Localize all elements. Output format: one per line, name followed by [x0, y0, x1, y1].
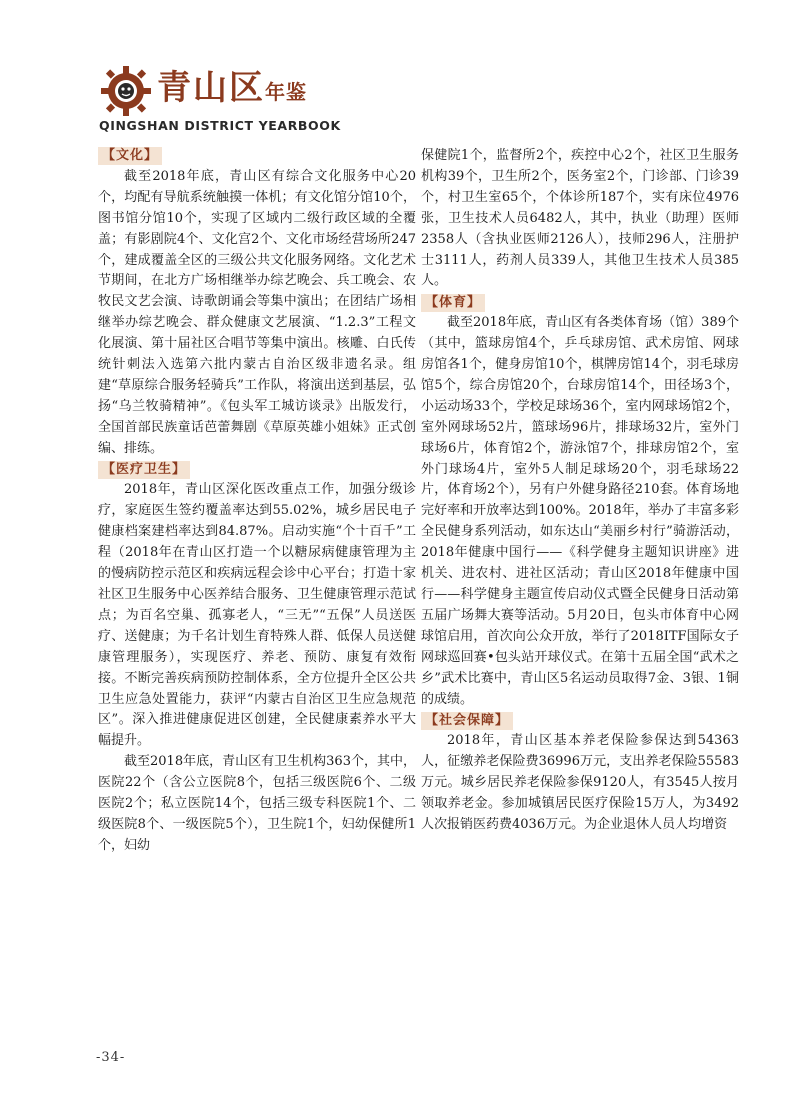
yearbook-header	[97, 60, 427, 140]
heading-label: 【医疗卫生】	[98, 461, 190, 479]
section-heading-sports	[421, 292, 739, 313]
gear-face-logo-icon	[97, 60, 155, 118]
section-heading-culture	[98, 146, 416, 167]
medical-paragraph-1: 2018年，青山区深化医改重点工作，加强分级诊疗，家庭医生签约覆盖率达到55.02%，城乡居民电子健康档案建档率达到84.87%。启动实施“个十百千”工程（2018年在青山区打造一个以糖尿病健康管理为主的慢病防控示范区和疾病远程会诊中心平台；打造十家社区卫生服务中心医养结合服务、卫生健康管理示范试点；为百名空巢、孤寡老人，“三无”“五保”人员送医疗、送健康；为千名计划生育特殊人群、低保人员送健康管理服务），实现医疗、养老、预防、康复有效衔接。不断完善疾病预防控制体系，全方位提升全区公共卫生应急处置能力，获评“内蒙古自治区卫生应急规范区”。深入推进健康促进区创建，全民健康素养水平大幅提升。	[98, 482, 416, 749]
yearbook-subtitle: QINGSHAN DISTRICT YEARBOOK	[99, 118, 341, 133]
left-column	[98, 146, 416, 857]
medical-paragraph-2: 截至2018年底，青山区有卫生机构363个，其中，医院22个（含公立医院8个，包括三级医院6个、二级医院2个；私立医院14个，包括三级专科医院1个、二级医院8个、一级医院5个），卫生院1个，妇幼保健所1个，妇幼	[98, 754, 416, 853]
heading-label: 【社会保障】	[421, 712, 513, 730]
page-number: -34-	[96, 1050, 126, 1065]
heading-label: 【文化】	[98, 147, 162, 165]
section-heading-medical	[98, 460, 416, 481]
heading-label: 【体育】	[421, 294, 485, 312]
yearbook-title: 青山区年鉴	[157, 68, 307, 108]
sports-paragraph: 截至2018年底，青山区有各类体育场（馆）389个（其中，篮球房馆4个，乒乓球房馆、武术房馆、网球房馆各1个，健身房馆10个，棋牌房馆14个，羽毛球房馆5个，综合房馆20个，台球房馆14个，田径场3个，小运动场33个，学校足球场36个，室内网球场馆2个，室外网球场52片，篮球场96片，排球场32片，室外门球场6片，体育馆2个，游泳馆7个，排球房馆2个，室外门球场4片，室外5人制足球场20个，羽毛球场22片，体育场2个），另有户外健身路径210套。体育场地完好率和开放率达到100%。2018年，举办了丰富多彩全民健身系列活动，如东达山“美丽乡村行”骑游活动，2018年健康中国行——《科学健身主题知识讲座》进机关、进农村、进社区活动；青山区2018年健康中国行——科学健身主题宣传启动仪式暨全民健身日活动第五届广场舞大赛等活动。5月20日，包头市体育中心网球馆启用，首次向公众开放，举行了2018ITF国际女子网球巡回赛•包头站开球仪式。在第十五届全国“武术之乡”武术比赛中，青山区5名运动员取得7金、3银、1铜的成绩。	[421, 315, 739, 707]
right-column	[421, 146, 739, 836]
culture-paragraph: 截至2018年底，青山区有综合文化服务中心20个，均配有导航系统触摸一体机；有文化馆分馆10个，图书馆分馆10个，实现了区域内二级行政区域的全覆盖；有影剧院4个、文化宫2个、文化市场经营场所247个，建成覆盖全区的三级公共文化服务网络。文化艺术节期间，在北方广场相继举办综艺晚会、兵工晚会、农牧民文艺会演、诗歌朗诵会等集中演出；在团结广场相继举办综艺晚会、群众健康文艺展演、“1.2.3”工程文化展演、第十届社区合唱节等集中演出。核雕、白氏传统针刺法入选第六批内蒙古自治区级非遗名录。组建“草原综合服务轻骑兵”工作队，将演出送到基层，弘扬“乌兰牧骑精神”。《包头军工城访谈录》出版发行，全国首部民族童话芭蕾舞剧《草原英雄小姐妹》正式创编、排练。	[98, 168, 416, 456]
medical-paragraph-continued: 保健院1个，监督所2个，疾控中心2个，社区卫生服务机构39个，卫生所2个，医务室2个，门诊部、门诊39个，村卫生室65个，个体诊所187个，实有床位4976张，卫生技术人员6482人，其中，执业（助理）医师2358人（含执业医师2126人），技师296人，注册护士3111人，药剂人员339人，其他卫生技术人员385人。	[421, 148, 739, 289]
social-security-paragraph: 2018年，青山区基本养老保险参保达到54363人，征缴养老保险费36996万元，支出养老保险55583万元。城乡居民养老保险参保9120人，有3545人按月领取养老金。参加城镇居民医疗保险15万人，为3492人次报销医药费4036万元。为企业退休人员人均增资	[421, 733, 739, 832]
section-heading-social-security	[421, 710, 739, 731]
